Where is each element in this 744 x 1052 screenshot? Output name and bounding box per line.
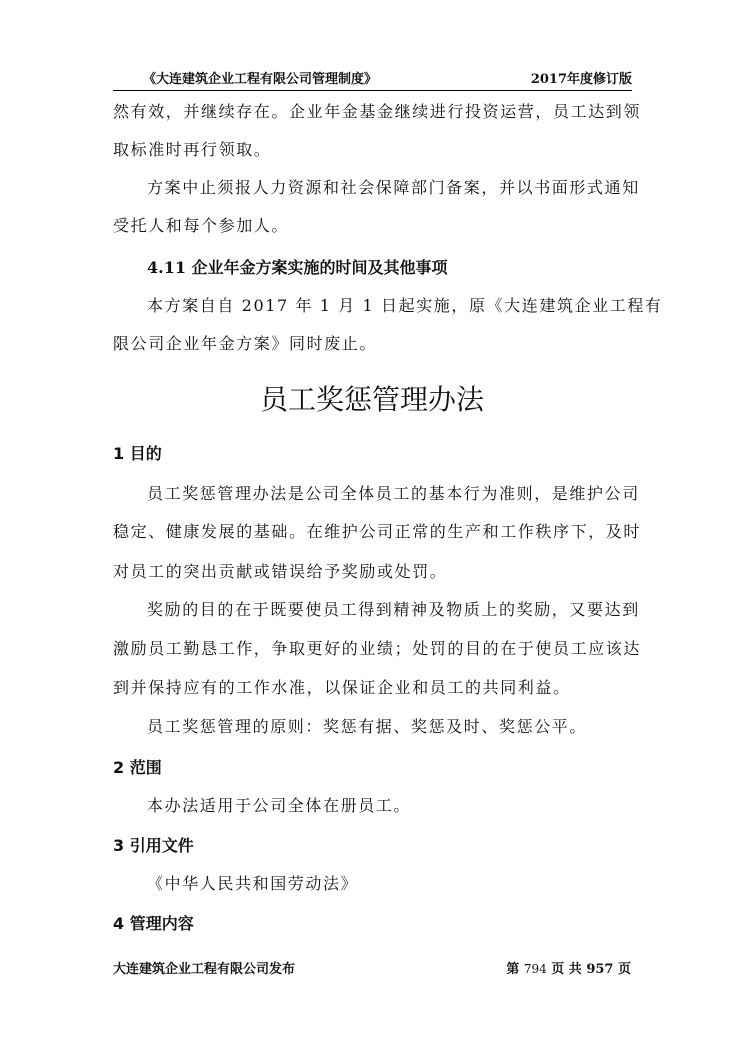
body-line: 《中华人民共和国劳动法》 — [147, 874, 359, 893]
body-line: 取标准时再行领取。 — [113, 140, 272, 159]
body-line: 本方案自自 2017 年 1 月 1 日起实施，原《大连建筑企业工程有 — [147, 296, 663, 315]
document-title: 员工奖惩管理办法 — [259, 383, 484, 416]
body-line: 奖励的目的在于既要使员工得到精神及物质上的奖励，又要达到 — [147, 600, 640, 619]
body-line: 稳定、健康发展的基础。在维护公司正常的生产和工作秩序下，及时 — [113, 522, 642, 541]
body-line: 激励员工勤恳工作，争取更好的业绩；处罚的目的在于使员工应该达 — [113, 639, 642, 658]
body-line: 员工奖惩管理的原则：奖惩有据、奖惩及时、奖惩公平。 — [147, 717, 588, 736]
footer-page-prefix: 第 — [506, 962, 520, 977]
body-line: 对员工的突出贡献或错误给予奖励或处罚。 — [113, 562, 448, 581]
body-line: 本办法适用于公司全体在册员工。 — [147, 796, 412, 815]
footer-page-total: 957 — [586, 962, 614, 977]
footer-publisher: 大连建筑企业工程有限公司发布 — [113, 962, 296, 977]
body-line: 到并保持应有的工作水准，以保证企业和员工的共同利益。 — [113, 678, 571, 697]
body-line: 然有效，并继续存在。企业年金基金继续进行投资运营，员工达到领 — [113, 102, 642, 121]
body-line: 限公司企业年金方案》同时废止。 — [113, 334, 378, 353]
section-heading: 4 管理内容 — [113, 914, 194, 933]
body-line: 受托人和每个参加人。 — [113, 216, 290, 235]
footer-page-suffix: 页 — [617, 962, 631, 977]
section-heading: 3 引用文件 — [113, 836, 194, 855]
header-document-title: 《大连建筑企业工程有限公司管理制度》 — [143, 72, 378, 87]
subsection-heading: 4.11 企业年金方案实施的时间及其他事项 — [147, 258, 448, 277]
footer-page-mid: 页 共 — [551, 962, 582, 977]
footer-page-number — [506, 958, 631, 977]
body-line: 方案中止须报人力资源和社会保障部门备案，并以书面形式通知 — [147, 178, 640, 197]
page-header — [113, 66, 632, 91]
footer-page-current: 794 — [523, 962, 547, 976]
section-heading: 1 目的 — [113, 444, 162, 463]
body-line: 员工奖惩管理办法是公司全体员工的基本行为准则，是维护公司 — [147, 484, 640, 503]
header-edition: 2017年度修订版 — [530, 72, 632, 87]
section-heading: 2 范围 — [113, 758, 162, 777]
